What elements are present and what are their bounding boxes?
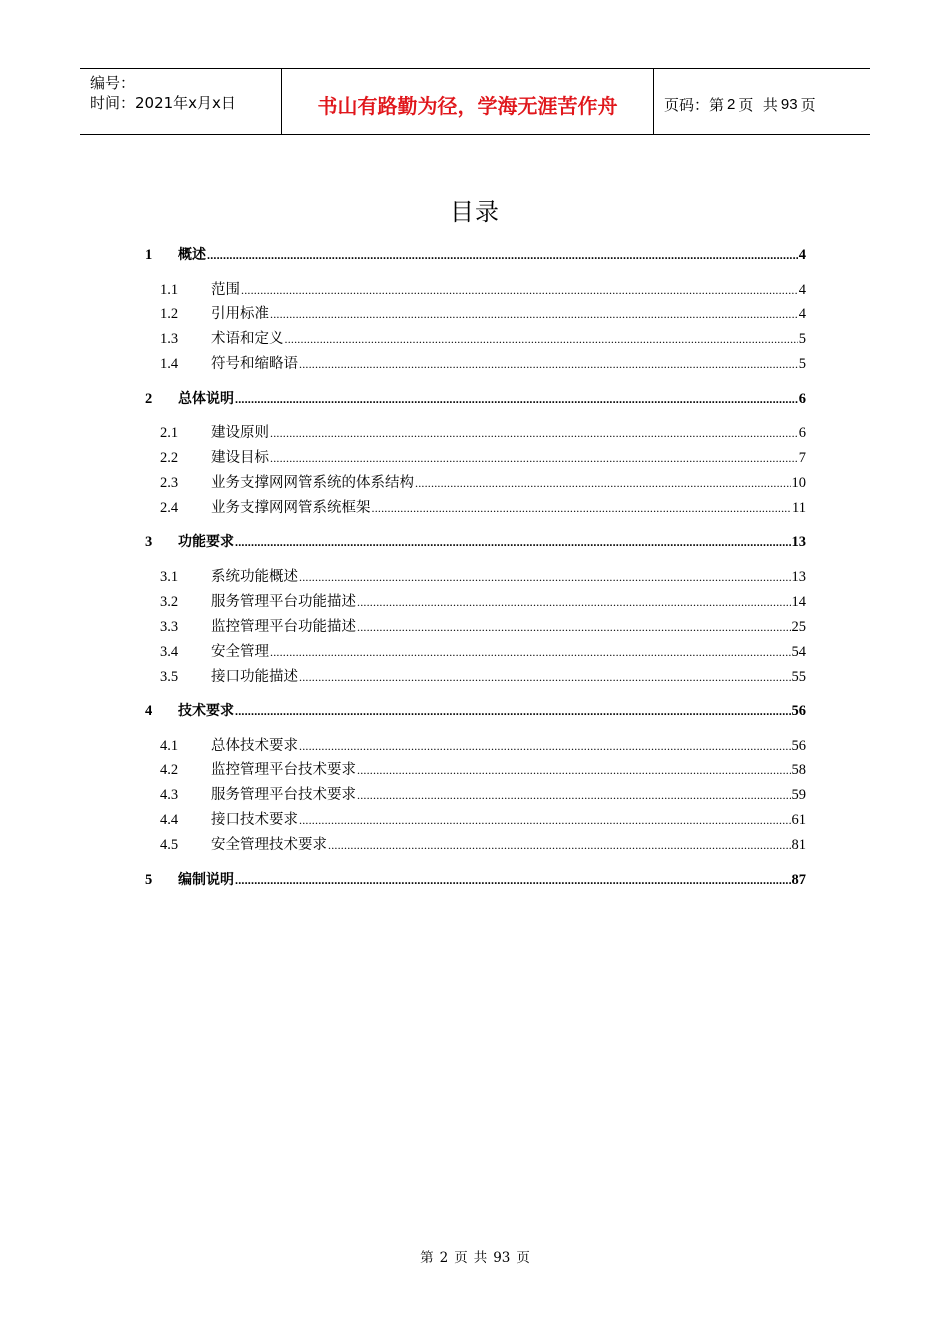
header-motto: 书山有路勤为径，学海无涯苦作舟 [317, 94, 618, 118]
footer-mid2: 共 [473, 1250, 488, 1266]
toc-entry-page: 5 [798, 331, 806, 348]
toc-entry-label: 符号和缩略语 [211, 356, 298, 373]
toc-entry-page: 4 [798, 247, 806, 263]
toc-entry-page: 14 [791, 593, 806, 610]
header-motto-cell [281, 69, 654, 134]
toc-entry-page: 61 [791, 812, 806, 829]
toc-entry-number: 3.5 [160, 668, 179, 685]
toc-leader-dots [372, 498, 792, 518]
toc-leader-dots [285, 329, 798, 349]
toc-entry-number: 2.2 [160, 450, 179, 467]
toc-leader-dots [270, 304, 798, 324]
toc-leader-dots [270, 448, 798, 468]
toc-entry-page: 54 [791, 643, 806, 660]
toc-entry-number: 3.2 [160, 593, 179, 610]
toc-entry-label: 技术要求 [178, 703, 234, 719]
toc-entry-label: 建设原则 [211, 425, 269, 442]
toc-entry-number: 4.4 [160, 812, 179, 829]
toc-entry-number: 1.2 [160, 306, 179, 323]
toc-entry[interactable] [145, 329, 806, 349]
header-page-cell [654, 69, 870, 134]
toc-entry-page: 81 [791, 837, 806, 854]
toc-entry-label: 接口技术要求 [211, 812, 298, 829]
toc-entry-label: 建设目标 [211, 450, 269, 467]
toc-entry-number: 3.3 [160, 618, 179, 635]
toc-entry-number: 4 [145, 703, 153, 719]
toc-leader-dots [299, 667, 791, 687]
toc-leader-dots [357, 592, 791, 612]
toc-entry-page: 7 [798, 450, 806, 467]
toc-entry-label: 业务支撑网网管系统的体系结构 [211, 475, 414, 491]
toc-entry-label: 引用标准 [211, 306, 269, 323]
toc-leader-dots [357, 785, 791, 805]
header-info-cell [80, 69, 281, 134]
toc-entry-number: 5 [145, 871, 153, 888]
toc-entry-number: 3.4 [160, 643, 179, 660]
toc-entry[interactable] [145, 760, 806, 780]
toc-entry-page: 56 [791, 703, 806, 719]
toc-entry-number: 1 [145, 247, 153, 263]
toc-entry[interactable] [145, 304, 806, 324]
toc-entry-label: 服务管理平台技术要求 [211, 787, 356, 804]
toc-entry[interactable] [145, 389, 806, 409]
toc-entry-label: 服务管理平台功能描述 [211, 593, 356, 610]
toc-entry[interactable] [145, 617, 806, 637]
toc-leader-dots [241, 280, 798, 300]
toc-entry-page: 13 [791, 534, 806, 551]
toc-entry-number: 4.3 [160, 787, 179, 804]
document-time-label: 时间：2021年x月x日 [90, 94, 236, 112]
toc-entry[interactable] [145, 870, 806, 890]
toc-entry[interactable] [145, 667, 806, 687]
toc-entry-page: 25 [791, 618, 806, 635]
toc-entry-page: 13 [791, 568, 806, 585]
toc-entry-label: 安全管理 [211, 643, 269, 660]
toc-entry-number: 4.5 [160, 837, 179, 854]
toc-entry-number: 2.3 [160, 475, 179, 491]
toc-leader-dots [357, 760, 791, 780]
toc-entry[interactable] [145, 567, 806, 587]
header-page-current: 2 [727, 96, 736, 113]
page-footer [0, 1246, 950, 1266]
toc-entry-page: 55 [791, 668, 806, 685]
toc-entry[interactable] [145, 354, 806, 374]
toc-entry-label: 业务支撑网网管系统框架 [211, 499, 371, 516]
toc-entry-number: 1.1 [160, 281, 179, 298]
toc-entry-number: 2 [145, 390, 153, 407]
toc-entry-page: 11 [792, 499, 806, 516]
header-page-prefix: 页码：第 [664, 96, 725, 114]
toc-entry-label: 监控管理平台功能描述 [211, 618, 356, 635]
header-page-mid: 页 共 [738, 96, 778, 114]
toc-entry-page: 58 [791, 762, 806, 779]
toc-leader-dots [207, 245, 798, 265]
toc-entry-label: 接口功能描述 [211, 668, 298, 685]
toc-entry[interactable] [145, 835, 806, 855]
toc-entry[interactable] [145, 498, 806, 518]
toc-entry-page: 4 [798, 281, 806, 298]
toc-leader-dots [299, 810, 791, 830]
toc-entry[interactable] [145, 245, 806, 265]
toc-entry-number: 3.1 [160, 568, 179, 585]
toc-entry[interactable] [145, 280, 806, 300]
toc-leader-dots [270, 423, 798, 443]
toc-entry-page: 6 [798, 390, 806, 407]
toc-entry-number: 4.2 [160, 762, 179, 779]
toc-entry-number: 1.3 [160, 331, 179, 348]
toc-entry-label: 总体说明 [178, 390, 234, 407]
toc-entry-label: 编制说明 [178, 871, 234, 888]
toc-leader-dots [328, 835, 791, 855]
toc-entry[interactable] [145, 701, 806, 721]
toc-leader-dots [235, 870, 791, 890]
toc-entry-number: 2.4 [160, 499, 179, 516]
toc-leader-dots [235, 389, 798, 409]
toc-entry[interactable] [145, 448, 806, 468]
toc-leader-dots [357, 617, 791, 637]
toc-entry-page: 6 [798, 425, 806, 442]
toc-entry-label: 术语和定义 [211, 331, 284, 348]
footer-suffix: 页 [516, 1250, 530, 1266]
toc-leader-dots [235, 532, 791, 552]
toc-entry-page: 87 [791, 871, 806, 888]
footer-page-current: 2 [439, 1250, 449, 1266]
toc-leader-dots [235, 701, 791, 721]
toc-entry-page: 5 [798, 356, 806, 373]
footer-mid1: 页 [454, 1250, 468, 1266]
toc-entry-label: 安全管理技术要求 [211, 837, 327, 854]
toc-entry[interactable] [145, 642, 806, 662]
toc-entry[interactable] [145, 592, 806, 612]
footer-page-total: 93 [493, 1250, 511, 1266]
toc-leader-dots [270, 642, 791, 662]
document-number-label: 编号： [90, 74, 136, 92]
page-header [80, 68, 870, 135]
toc-entry-page: 4 [798, 306, 806, 323]
toc-entry[interactable] [145, 423, 806, 443]
toc-entry-page: 59 [791, 787, 806, 804]
header-page-suffix: 页 [800, 96, 816, 114]
toc-entry[interactable] [145, 736, 806, 756]
toc-leader-dots [299, 736, 791, 756]
toc-entry-label: 范围 [211, 281, 240, 298]
toc-entry-label: 总体技术要求 [211, 737, 298, 754]
toc-entry[interactable] [145, 532, 806, 552]
toc-entry-page: 56 [791, 737, 806, 754]
footer-prefix: 第 [420, 1250, 434, 1266]
toc-entry-page: 10 [791, 475, 806, 491]
toc-entry[interactable] [145, 785, 806, 805]
toc-entry-number: 3 [145, 534, 153, 551]
toc-entry-number: 1.4 [160, 356, 179, 373]
toc-entry-label: 监控管理平台技术要求 [211, 762, 356, 779]
toc-entry-label: 系统功能概述 [211, 568, 298, 585]
header-page-total: 93 [780, 96, 798, 113]
toc-entry-number: 2.1 [160, 425, 179, 442]
toc-leader-dots [299, 567, 791, 587]
toc-entry-number: 4.1 [160, 737, 179, 754]
toc-entry-label: 概述 [178, 247, 206, 263]
toc-entry[interactable] [145, 810, 806, 830]
toc-leader-dots [415, 473, 791, 493]
toc-entry[interactable] [145, 473, 806, 493]
toc-title: 目录 [450, 198, 500, 226]
toc-entry-label: 功能要求 [178, 534, 234, 551]
toc-leader-dots [299, 354, 798, 374]
